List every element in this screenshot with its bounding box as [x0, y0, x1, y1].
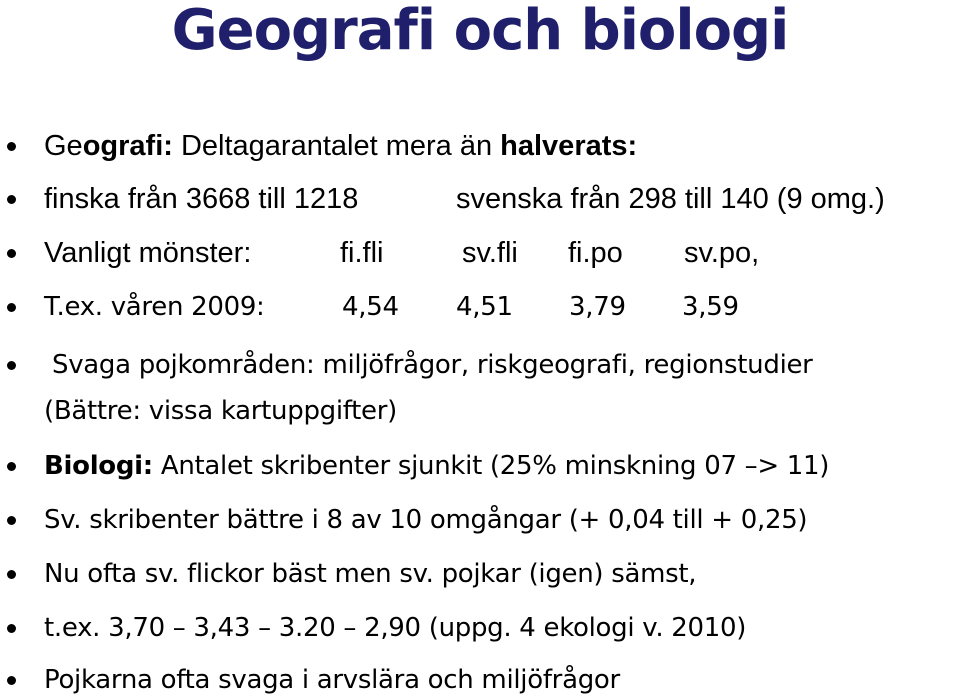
bullet-line-4 [0, 289, 960, 329]
bullet-line-1 [0, 128, 960, 168]
slide-title: Geografi och biologi [171, 0, 789, 63]
text-bold: ografi: [82, 130, 173, 162]
continuation-line [0, 393, 960, 433]
text-label: Vanligt mönster: [44, 237, 252, 269]
bullet-text: t.ex. 3,70 – 3,43 – 3.20 – 2,90 (uppg. 4 ekologi v. 2010) [44, 613, 747, 643]
text-col-4: 3,59 [682, 292, 739, 322]
bullet-text: Svaga pojkområden: miljöfrågor, riskgeografi, regionstudier [52, 350, 813, 380]
bullet-dot [7, 303, 16, 312]
bullet-text [44, 128, 637, 164]
bullet-line-11 [0, 662, 960, 700]
bullet-dot [7, 195, 16, 204]
bullet-line-7 [0, 448, 960, 488]
text-col-1: fi.fli [340, 237, 384, 269]
bullet-dot [7, 142, 16, 151]
text-col-3: 3,79 [569, 292, 626, 322]
text-bold: Biologi: [44, 451, 153, 481]
text-col-4: sv.po, [684, 237, 760, 269]
bullet-line-10 [0, 610, 960, 650]
bullet-text: Sv. skribenter bättre i 8 av 10 omgångar (+ 0,04 till + 0,25) [44, 505, 808, 535]
bullet-dot [7, 516, 16, 525]
bullet-line-8 [0, 502, 960, 542]
text-col-1: 4,54 [342, 292, 399, 322]
bullet-line-5 [0, 347, 960, 387]
bullet-dot [7, 624, 16, 633]
text-swedish: svenska från 298 till 140 (9 omg.) [456, 183, 885, 215]
bullet-dot [7, 249, 16, 258]
text-bold: halverats: [500, 130, 638, 162]
text-col-2: sv.fli [462, 237, 518, 269]
bullet-text: Pojkarna ofta svaga i arvslära och miljöfrågor [44, 665, 620, 695]
text-col-2: 4,51 [456, 292, 513, 322]
text-finnish: finska från 3668 till 1218 [44, 183, 359, 215]
text-normal: Deltagarantalet mera än [172, 130, 501, 162]
text-prefix: Ge [44, 130, 83, 162]
bullet-line-2 [0, 181, 960, 221]
text-col-3: fi.po [568, 237, 623, 269]
bullet-dot [7, 361, 16, 370]
continuation-text: (Bättre: vissa kartuppgifter) [44, 396, 397, 426]
bullet-dot [7, 462, 16, 471]
text-label: T.ex. våren 2009: [44, 292, 265, 322]
bullet-dot [7, 570, 16, 579]
bullet-text: Nu ofta sv. flickor bäst men sv. pojkar (igen) sämst, [44, 559, 697, 589]
bullet-line-9 [0, 556, 960, 596]
bullet-line-3 [0, 235, 960, 275]
text-normal: Antalet skribenter sjunkit (25% minskning 07 –> 11) [152, 451, 830, 481]
bullet-dot [7, 676, 16, 685]
bullet-text [44, 448, 829, 484]
